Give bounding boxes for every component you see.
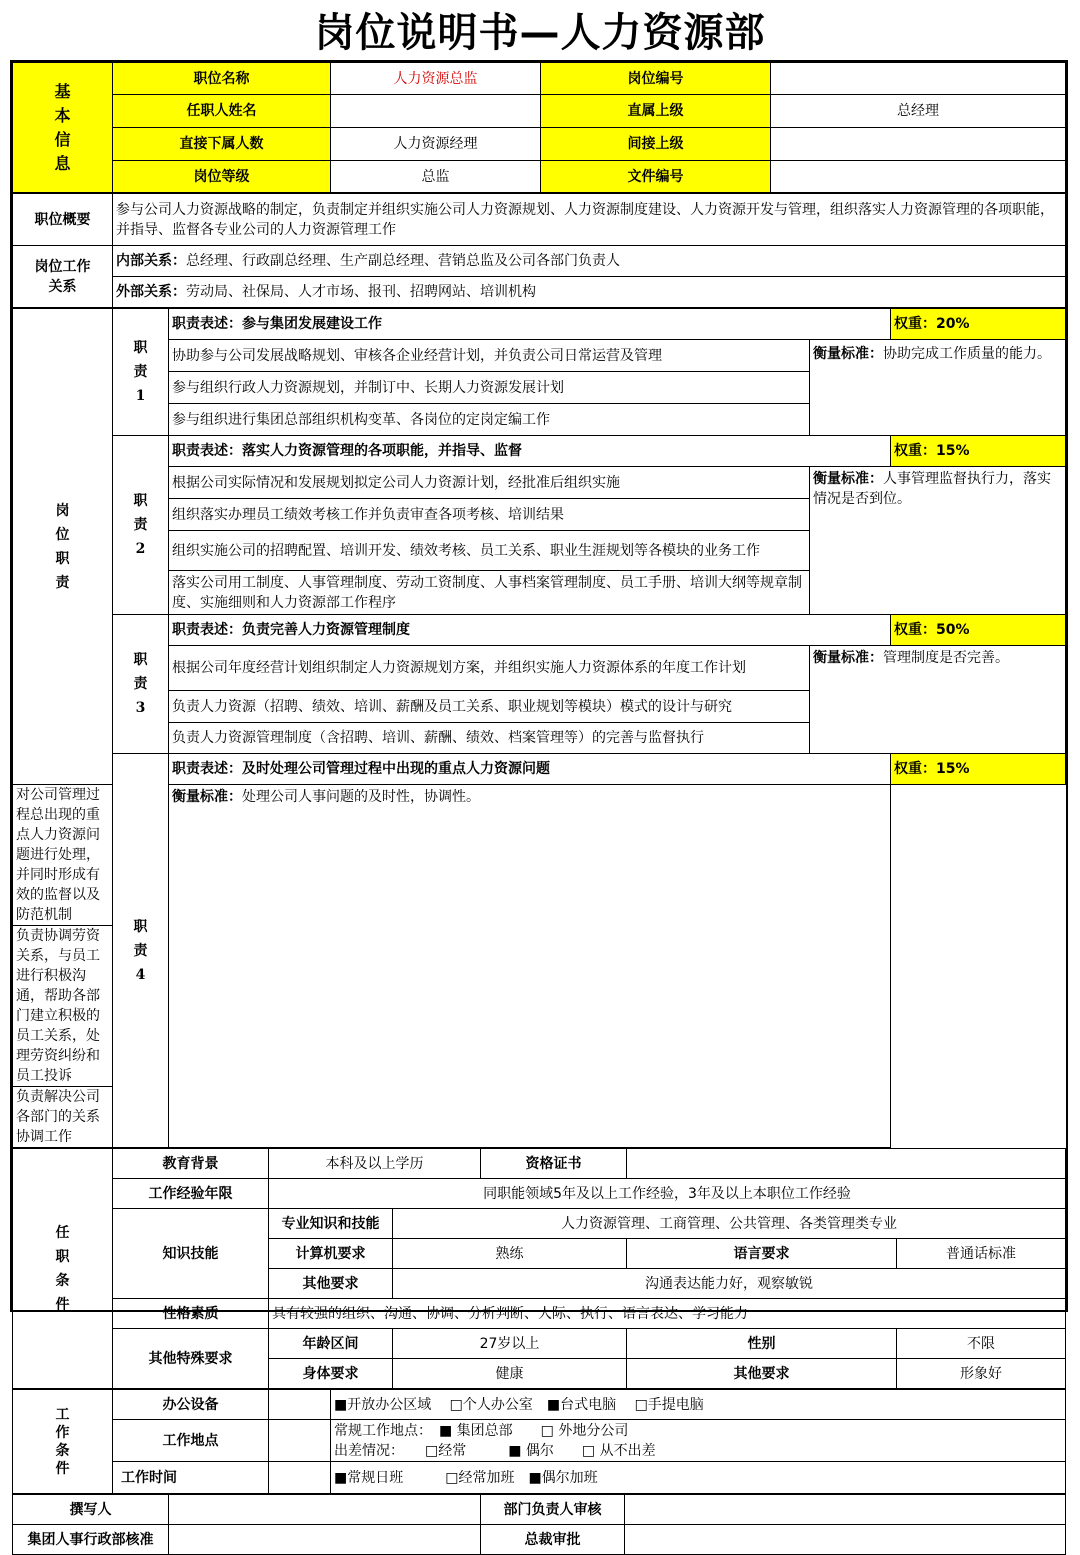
label-direct-superior: 直属上级 — [541, 95, 771, 128]
duty-4-task-1: 对公司管理过程总出现的重点人力资源问题进行处理，并同时形成有效的监督以及防范机制 — [13, 785, 113, 926]
duty-1-weight: 权重：20% — [891, 309, 1066, 340]
duty-2-task-2: 组织落实办理员工绩效考核工作并负责审查各项考核、培训结果 — [169, 499, 810, 531]
work-conditions-table — [12, 1389, 1066, 1494]
duty-1-name: 职责1 — [113, 309, 169, 436]
work-location-blank — [269, 1420, 331, 1462]
value-job-level: 总监 — [331, 161, 541, 193]
basic-info-section-label: 基本信息 — [13, 63, 113, 193]
label-education: 教育背景 — [113, 1149, 269, 1179]
label-physical: 身体要求 — [269, 1359, 393, 1389]
value-physical: 健康 — [393, 1359, 627, 1389]
value-other-req: 沟通表达能力好，观察敏锐 — [393, 1269, 1066, 1299]
value-job-title: 人力资源总监 — [331, 63, 541, 95]
label-job-code: 岗位编号 — [541, 63, 771, 95]
duty-4-desc: 职责表述：及时处理公司管理过程中出现的重点人力资源问题 — [169, 754, 891, 785]
value-holder-name — [331, 95, 541, 128]
label-computer: 计算机要求 — [269, 1239, 393, 1269]
value-writer[interactable] — [169, 1495, 481, 1525]
duty-4-measure: 衡量标准：处理公司人事问题的及时性，协调性。 — [169, 785, 891, 1148]
label-other-req: 其他要求 — [269, 1269, 393, 1299]
duties-section-label: 岗位职责 — [13, 309, 113, 785]
duty-4-weight: 权重：15% — [891, 754, 1066, 785]
value-indirect-superior — [771, 128, 1066, 161]
value-dept-review[interactable] — [625, 1495, 1066, 1525]
value-education: 本科及以上学历 — [269, 1149, 481, 1179]
duty-4-task-3: 负责解决公司各部门的关系协调工作 — [13, 1087, 113, 1148]
value-certificate — [627, 1149, 1066, 1179]
label-direct-reports: 直接下属人数 — [113, 128, 331, 161]
summary-label: 职位概要 — [13, 194, 113, 246]
label-language: 语言要求 — [627, 1239, 897, 1269]
label-dept-review: 部门负责人审核 — [481, 1495, 625, 1525]
value-age: 27岁以上 — [393, 1329, 627, 1359]
duty-1-task-1: 协助参与公司发展战略规划、审核各企业经营计划，并负责公司日常运营及管理 — [169, 340, 810, 372]
duty-3-task-3: 负责人力资源管理制度（含招聘、培训、薪酬、绩效、档案管理等）的完善与监督执行 — [169, 723, 810, 754]
signature-table — [12, 1494, 1066, 1555]
label-ceo-approval: 总裁审批 — [481, 1525, 625, 1555]
work-location-regular: 常规工作地点： ■ 集团总部 □ 外地分公司 — [334, 1422, 629, 1439]
qualifications-section-label: 任职条件 — [13, 1149, 113, 1389]
label-writer: 撰写人 — [13, 1495, 169, 1525]
label-experience: 工作经验年限 — [113, 1179, 269, 1209]
job-description-sheet — [10, 60, 1068, 1548]
value-experience: 同职能领域5年及以上工作经验，3年及以上本职位工作经验 — [269, 1179, 1066, 1209]
label-hr-approval: 集团人事行政部核准 — [13, 1525, 169, 1555]
duty-3-measure: 衡量标准：管理制度是否完善。 — [810, 646, 1066, 754]
label-other-req-2: 其他要求 — [627, 1359, 897, 1389]
office-equipment-blank — [269, 1390, 331, 1420]
duty-1-desc: 职责表述：参与集团发展建设工作 — [169, 309, 891, 340]
label-special-req: 其他特殊要求 — [113, 1329, 269, 1389]
basic-info-table — [12, 62, 1066, 193]
duty-2-name: 职责2 — [113, 436, 169, 615]
label-professional: 专业知识和技能 — [269, 1209, 393, 1239]
value-file-code — [771, 161, 1066, 193]
internal-relations: 内部关系：总经理、行政副总经理、生产副总经理、营销总监及公司各部门负责人 — [113, 246, 1066, 277]
value-direct-superior: 总经理 — [771, 95, 1066, 128]
duty-3-task-1: 根据公司年度经营计划组织制定人力资源规划方案，并组织实施人力资源体系的年度工作计划 — [169, 646, 810, 691]
value-hr-approval[interactable] — [169, 1525, 481, 1555]
duty-2-task-3: 组织实施公司的招聘配置、培训开发、绩效考核、员工关系、职业生涯规划等各模块的业务工作 — [169, 531, 810, 571]
value-ceo-approval[interactable] — [625, 1525, 1066, 1555]
duty-2-task-1: 根据公司实际情况和发展规划拟定公司人力资源计划，经批准后组织实施 — [169, 467, 810, 499]
duty-3-desc: 职责表述：负责完善人力资源管理制度 — [169, 615, 891, 646]
summary-relations-table — [12, 193, 1066, 308]
work-time-blank — [269, 1462, 331, 1494]
duty-2-measure: 衡量标准：人事管理监督执行力，落实情况是否到位。 — [810, 467, 1066, 615]
duty-4-name: 职责4 — [113, 754, 169, 1148]
duties-table — [12, 308, 1066, 1148]
label-office-equipment: 办公设备 — [113, 1390, 269, 1420]
label-job-title: 职位名称 — [113, 63, 331, 95]
value-work-location — [331, 1420, 1066, 1462]
label-file-code: 文件编号 — [541, 161, 771, 193]
work-conditions-section-label: 工作条件 — [13, 1390, 113, 1494]
value-personality: 具有较强的组织、沟通、协调、分析判断、人际、执行、语言表达、学习能力 — [269, 1299, 1066, 1329]
relations-label: 岗位工作关系 — [13, 246, 113, 308]
duty-3-weight: 权重：50% — [891, 615, 1066, 646]
duty-2-weight: 权重：15% — [891, 436, 1066, 467]
duty-3-name: 职责3 — [113, 615, 169, 754]
qualifications-table — [12, 1148, 1066, 1389]
label-work-location: 工作地点 — [113, 1420, 269, 1462]
value-gender: 不限 — [897, 1329, 1066, 1359]
label-personality: 性格素质 — [113, 1299, 269, 1329]
value-other-req-2: 形象好 — [897, 1359, 1066, 1389]
duty-2-task-4: 落实公司用工制度、人事管理制度、劳动工资制度、人事档案管理制度、员工手册、培训大纲等规章制度、实施细则和人力资源部工作程序 — [169, 571, 810, 615]
duty-1-measure: 衡量标准：协助完成工作质量的能力。 — [810, 340, 1066, 436]
label-age: 年龄区间 — [269, 1329, 393, 1359]
label-holder-name: 任职人姓名 — [113, 95, 331, 128]
page-title: 岗位说明书—人力资源部 — [314, 10, 766, 56]
value-professional: 人力资源管理、工商管理、公共管理、各类管理类专业 — [393, 1209, 1066, 1239]
value-language: 普通话标准 — [897, 1239, 1066, 1269]
label-gender: 性别 — [627, 1329, 897, 1359]
label-knowledge-skills: 知识技能 — [113, 1209, 269, 1299]
value-work-time: ■常规日班 □经常加班 ■偶尔加班 — [331, 1462, 1066, 1494]
duty-3-task-2: 负责人力资源（招聘、绩效、培训、薪酬及员工关系、职业规划等模块）模式的设计与研究 — [169, 691, 810, 723]
summary-text: 参与公司人力资源战略的制定，负责制定并组织实施公司人力资源规划、人力资源制度建设、人力资源开发与管理，组织落实人力资源管理的各项职能，并指导、监督各专业公司的人力资源管理工作 — [113, 194, 1066, 246]
value-direct-reports: 人力资源经理 — [331, 128, 541, 161]
duty-1-task-3: 参与组织进行集团总部组织机构变革、各岗位的定岗定编工作 — [169, 404, 810, 436]
duty-2-desc: 职责表述：落实人力资源管理的各项职能，并指导、监督 — [169, 436, 891, 467]
label-job-level: 岗位等级 — [113, 161, 331, 193]
work-location-travel: 出差情况： □经常 ■ 偶尔 □ 从不出差 — [334, 1442, 656, 1459]
duty-4-task-2: 负责协调劳资关系，与员工进行积极沟通，帮助各部门建立积极的员工关系，处理劳资纠纷和员工投诉 — [13, 926, 113, 1087]
external-relations: 外部关系：劳动局、社保局、人才市场、报刊、招聘网站、培训机构 — [113, 277, 1066, 308]
value-computer: 熟练 — [393, 1239, 627, 1269]
label-work-time: 工作时间 — [113, 1462, 269, 1494]
label-indirect-superior: 间接上级 — [541, 128, 771, 161]
duty-1-task-2: 参与组织行政人力资源规划，并制订中、长期人力资源发展计划 — [169, 372, 810, 404]
label-certificate: 资格证书 — [481, 1149, 627, 1179]
value-job-code — [771, 63, 1066, 95]
value-office-equipment: ■开放办公区域 □个人办公室 ■台式电脑 □手提电脑 — [331, 1390, 1066, 1420]
